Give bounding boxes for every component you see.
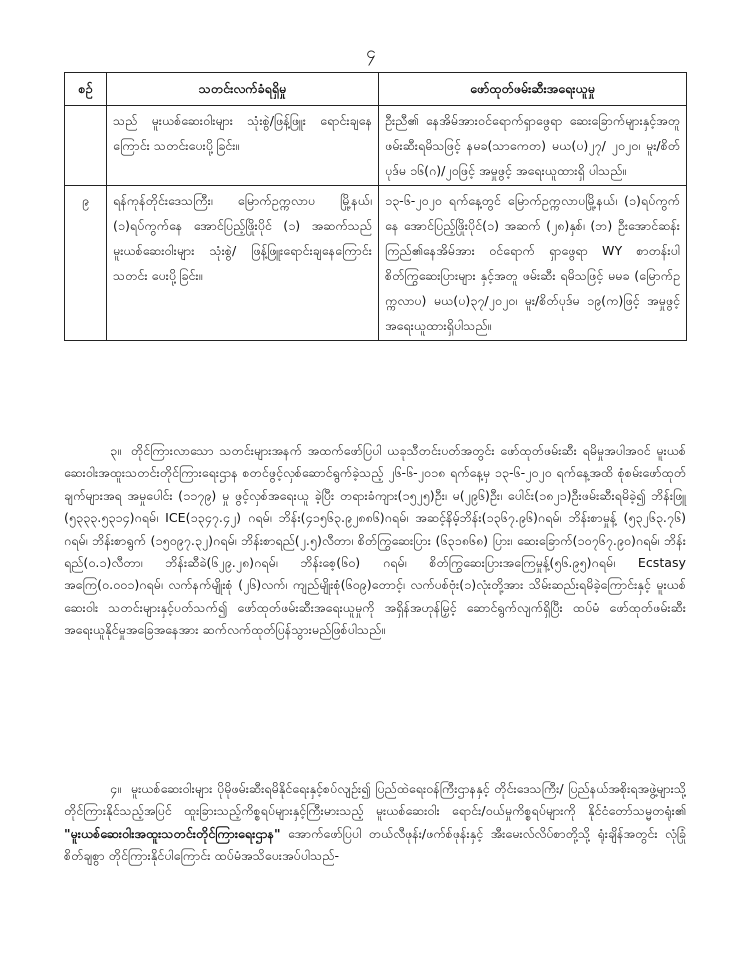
- table-row: [65, 186, 687, 341]
- header-serial-no: စဉ်: [65, 73, 107, 106]
- row-action-text: ဦးညီ၏ နေအိမ်အားဝင်ရောက်ရှာဖွေရာ ဆေးခြောက်များနှင့်အတူ ဖမ်းဆီးရမိသဖြင့် နမခ(သာကေတ) မယ(ပ)၂၇/ ၂၀၂၀၊ မူး/စိတ်ပုဒ်မ ၁၆(ဂ)/၂၀ဖြင့် အမှုဖွင့် အရေးယူထားရှိ ပါသည်။: [379, 106, 687, 186]
- row-serial-no: ၉: [65, 186, 107, 341]
- paragraph-number: ၃။: [110, 443, 121, 458]
- row-serial-no: [65, 106, 107, 186]
- row-info-text: ရန်ကုန်တိုင်းဒေသကြီး၊ မြောက်ဥက္ကလာပ မြို့နယ်၊ (၁)ရပ်ကွက်နေ အောင်ပြည့်ဖြိုးပိုင် (၁) အဆက်သည် မူးယစ်ဆေးဝါးများ သုံးစွဲ/ ဖြန့်ဖြူးရောင်းချနေကြောင်း သတင်း ပေးပို့ခြင်း။: [107, 186, 379, 341]
- paragraph-4: [64, 778, 686, 868]
- table-header-row: [65, 73, 687, 106]
- row-info-text: သည် မူးယစ်ဆေးဝါးများ သုံးစွဲ/ဖြန့်ဖြူး ရောင်းချနေကြောင်း သတင်းပေးပို့ခြင်း။: [107, 106, 379, 186]
- row-action-text: ၁၃-၆-၂၀၂၀ ရက်နေ့တွင် မြောက်ဥက္ကလာပမြို့နယ်၊ (၁)ရပ်ကွက်နေ အောင်ပြည့်ဖြိုးပိုင်(၁) အဆက် (၂၈)နှစ်၊ (ဘ) ဦးအောင်ဆန်းကြည်၏နေအိမ်အား ဝင်ရောက် ရှာဖွေရာ WY စာတန်းပါ စိတ်ကြွဆေးပြားများ နှင့်အတူ ဖမ်းဆီး ရမိသဖြင့် မမခ (မြောက်ဥက္ကလာပ) မယ(ပ)၃၇/၂၀၂၀၊ မူး/စိတ်ပုဒ်မ ၁၉(က)ဖြင့် အမှုဖွင့် အရေးယူထားရှိပါသည်။: [379, 186, 687, 341]
- department-name-emphasis: "မူးယစ်ဆေးဝါးအထူးသတင်းတိုင်ကြားရေးဌာန": [64, 825, 281, 841]
- header-info-received: သတင်းလက်ခံရရှိမှု: [107, 73, 379, 106]
- report-table: [64, 72, 687, 341]
- paragraph-number: ၄။: [110, 781, 121, 796]
- paragraph-text: တိုင်ကြားလာသော သတင်းများအနက် အထက်ဖော်ပြပါ ယခုသီတင်းပတ်အတွင်း ဖော်ထုတ်ဖမ်းဆီး ရမိမှုအပါအဝင် မူးယစ်ဆေးဝါးအထူးသတင်းတိုင်ကြားရေးဌာန စတင်ဖွင့်လှစ်ဆောင်ရွက်ခဲ့သည့် ၂၆-၆-၂၀၁၈ ရက်နေ့မှ ၁၃-၆-၂၀၂၀ ရက်နေ့အထိ စုံစမ်းဖော်ထုတ်ချက်များအရ အမှုပေါင်း (၁၁၇၉) မှု ဖွင့်လှစ်အရေးယူ ခဲ့ပြီး တရားခံကျား(၁၅၂၅)ဦး၊ မ(၂၉၆)ဦး၊ ပေါင်း(၁၈၂၁)ဦးဖမ်းဆီးရမိခဲ့၍ ဘိန်းဖြူ (၅၃၃၃.၅၃၁၄)ဂရမ်၊ ICE(၁၃၄၇.၄၂) ဂရမ်၊ ဘိန်း(၄၁၅၆၃.၉၂၈၈၆)ဂရမ်၊ အဆင့်နိမ့်ဘိန်း(၁၃၆၇.၉၆)ဂရမ်၊ ဘိန်းစာမှုန့် (၅၃၂၆၃.၇၆) ဂရမ်၊ ဘိန်းစာရွက် (၁၅၀၉၇.၃၂)ဂရမ်၊ ဘိန်းစာရည်(၂.၅)လီတာ၊ စိတ်ကြွဆေးပြား (၆၃၁၈၆၈) ပြား၊ ဆေးခြောက်(၁၀၇၆၇.၉၀)ဂရမ်၊ ဘိန်းရည်(၀.၁)လီတာ၊ ဘိန်းဆီခဲ(၆၂၉.၂၈)ဂရမ်၊ ဘိန်းစေ့(၆၀) ဂရမ်၊ စိတ်ကြွဆေးပြားအကြေမှုန့်(၅၆.၉၅)ဂရမ်၊ Ecstasy အကြေ(၀.၀၀၁)ဂရမ်၊ လက်နက်မျိုးစုံ (၂၆)လက်၊ ကျည်မျိုးစုံ(၆၀၉)တောင့်၊ လက်ပစ်ဗုံး(၁)လုံးတို့အား သိမ်းဆည်းရမိခဲ့ကြောင်းနှင့် မူးယစ်ဆေးဝါး သတင်းများနှင့်ပတ်သက်၍ ဖော်ထုတ်ဖမ်းဆီးအရေးယူမှုကို အရှိန်အဟုန်မြှင့် ဆောင်ရွက်လျက်ရှိပြီး ထပ်မံ ဖော်ထုတ်ဖမ်းဆီးအရေးယူနိုင်မှုအခြေအနေအား ဆက်လက်ထုတ်ပြန်သွားမည်ဖြစ်ပါသည်။: [64, 443, 686, 638]
- table-row: [65, 106, 687, 186]
- page-number: ၄: [366, 43, 376, 63]
- paragraph-text-continued: အောက်ဖော်ပြပါ တယ်လီဖုန်း/ဖက်စ်ဖုန်းနှင့် အီးမေးလ်လိပ်စာတို့သို့ ရုံးချိန်အတွင်း လုံခြုံစိတ်ချစွာ တိုင်ကြားနိုင်ပါကြောင်း ထပ်မံအသိပေးအပ်ပါသည်-: [64, 825, 686, 864]
- header-action-taken: ဖော်ထုတ်ဖမ်းဆီးအရေးယူမှု: [379, 73, 687, 106]
- paragraph-3: [64, 440, 686, 642]
- paragraph-text: မူးယစ်ဆေးဝါးများ ပိုမိုဖမ်းဆီးရမိနိုင်ရေးနှင့်စပ်လျဉ်း၍ ပြည်ထဲရေးဝန်ကြီးဌာနနှင့် တိုင်းဒေသကြီး/ ပြည်နယ်အစိုးရအဖွဲ့များသို့ တိုင်ကြားနိုင်သည့်အပြင် ထူးခြားသည့်ကိစ္စရပ်များနှင့်ကြီးမားသည့် မူးယစ်ဆေးဝါး ရောင်း/ဝယ်မှုကိစ္စရပ်များကို နိုင်ငံတော်သမ္မတရုံး၏: [64, 781, 686, 819]
